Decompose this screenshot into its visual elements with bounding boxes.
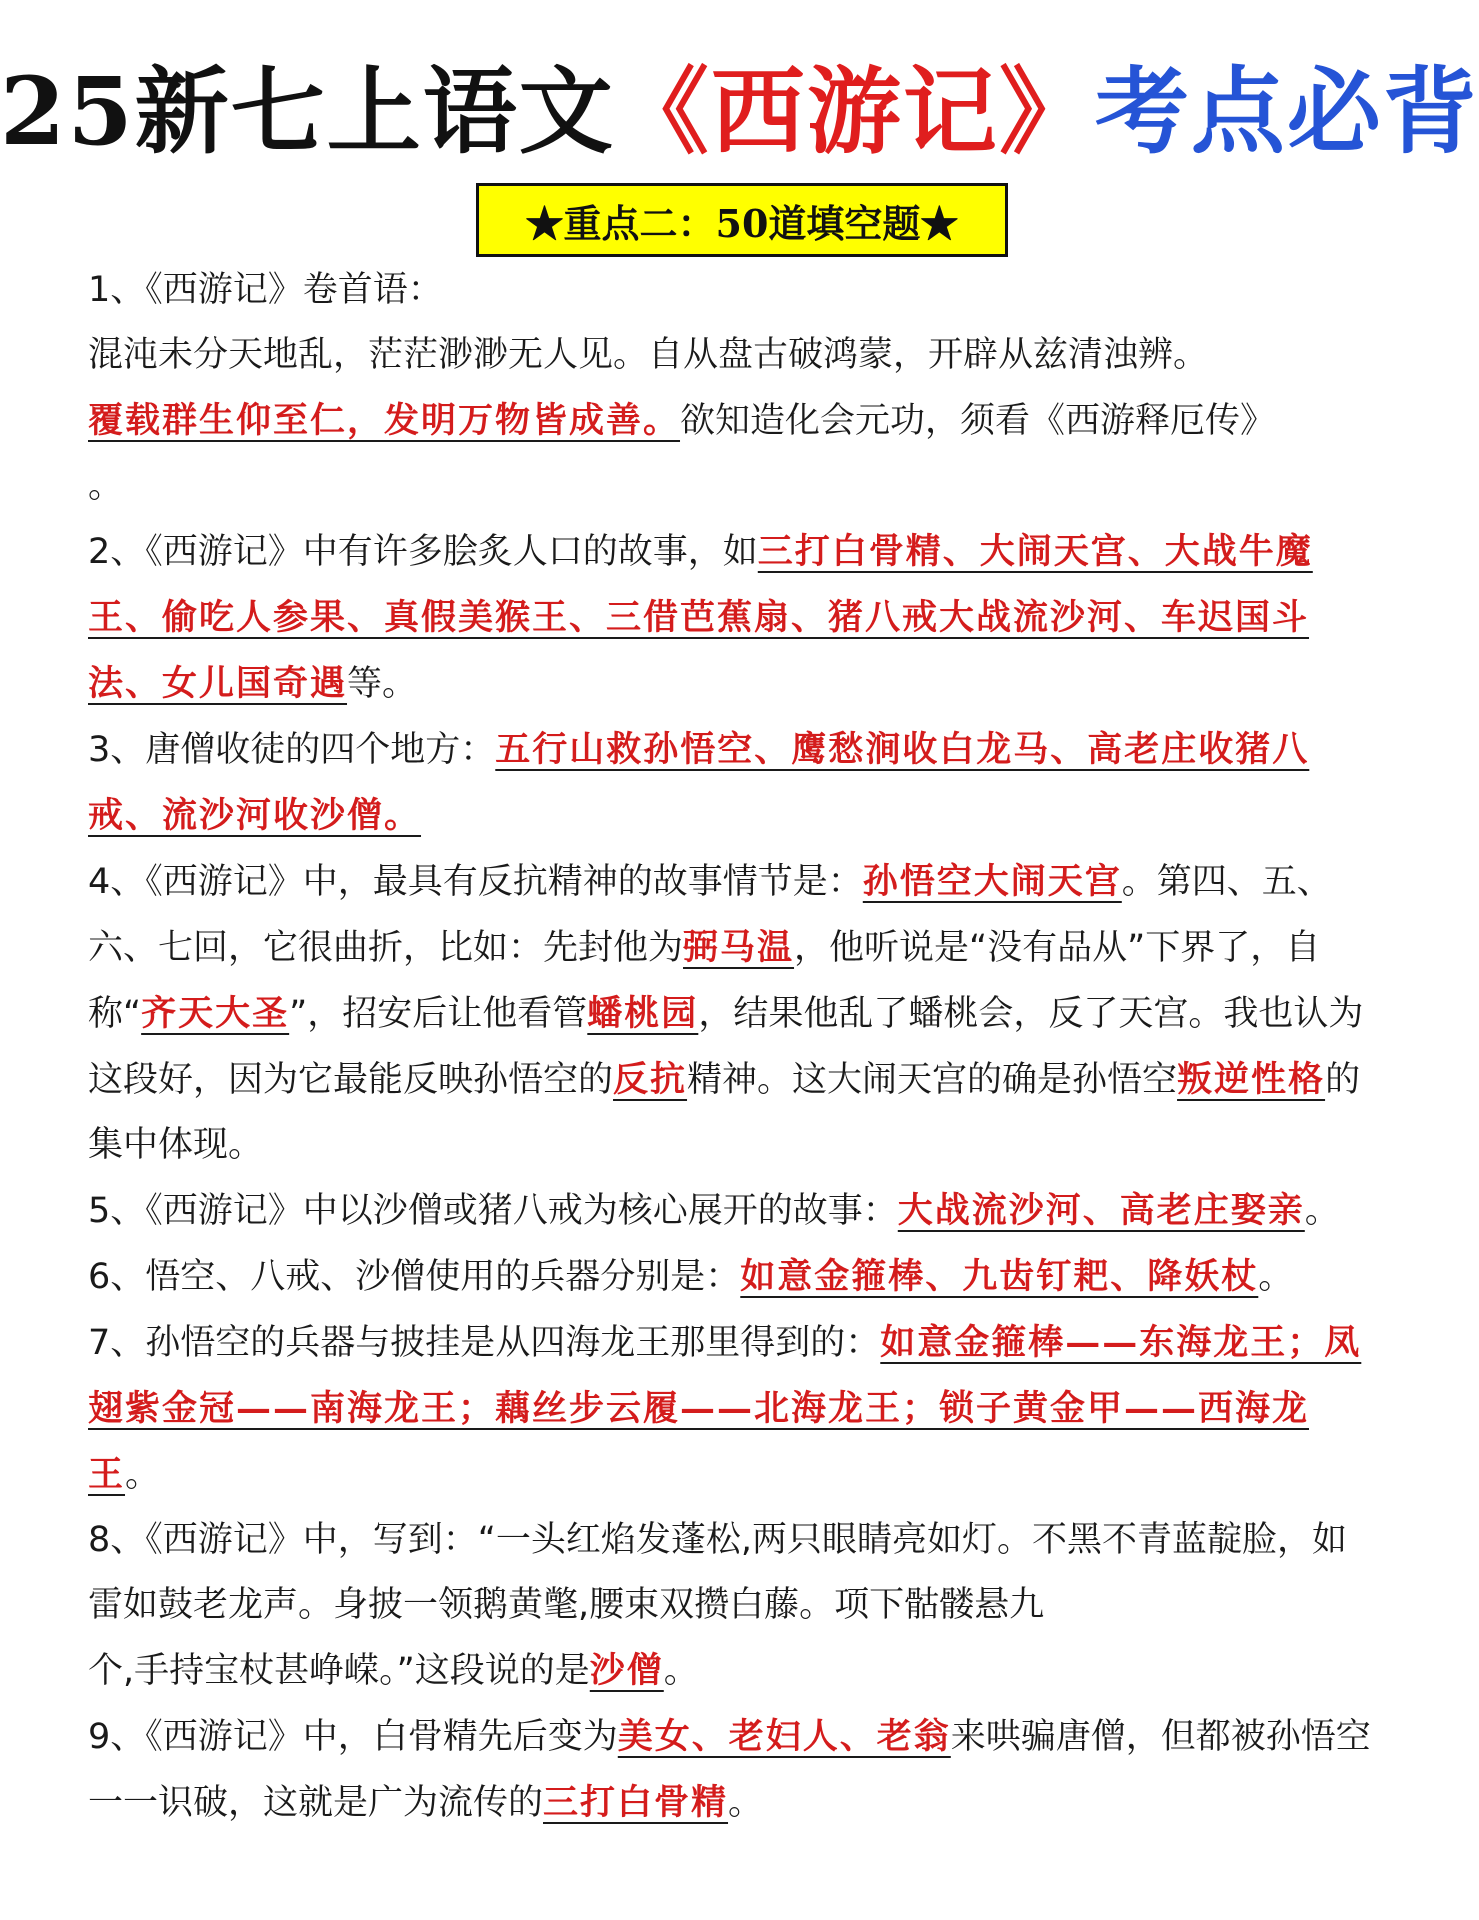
- answer: 如意金箍棒、九齿钉耙、降妖杖: [740, 1256, 1259, 1297]
- question-text: 3、唐僧收徒的四个地方：: [88, 730, 496, 770]
- question-text: 7、孙悟空的兵器与披挂是从四海龙王那里得到的：: [88, 1323, 881, 1363]
- question-2: [88, 519, 1378, 717]
- question-text: 个,手持宝杖甚峥嵘。”这段说的是: [88, 1651, 590, 1691]
- question-text: ，结果他乱了蟠桃会，反了天宫。我也认为这段好，因为它最能反映孙悟空的: [88, 994, 1364, 1100]
- answer: 弼马温: [683, 927, 795, 968]
- answer: 三打白骨精、大闹天宫、大战牛魔王、偷吃人参果、真假美猴王、三借芭蕉扇、猪八戒大战流沙河、车迟国斗法、女儿国奇遇: [88, 531, 1313, 704]
- answer: 覆载群生仰至仁，发明万物皆成善。: [88, 400, 681, 441]
- question-text: ”，招安后让他看管: [289, 994, 588, 1034]
- question-8-text: 8、《西游记》中，写到：“一头红焰发蓬松,两只眼睛亮如灯。不黑不青蓝靛脸，如雷如鼓老龙声。身披一领鹅黄氅,腰束双攒白藤。项下骷髅悬九: [88, 1520, 1348, 1625]
- question-text: 。第四、五、六、七回，它很曲折，比如：先封他为: [88, 862, 1332, 968]
- answer: 齐天大圣: [141, 993, 290, 1034]
- answer: 孙悟空大闹天宫: [862, 861, 1122, 902]
- question-text: 精神。这大闹天宫的确是孙悟空: [687, 1060, 1178, 1100]
- question-8-line: [88, 1638, 1378, 1704]
- question-text: 6、悟空、八戒、沙僧使用的兵器分别是：: [88, 1257, 741, 1297]
- title-part-3: 考点必背: [1094, 57, 1479, 167]
- question-text: 等。: [347, 664, 418, 704]
- question-text: 欲知造化会元功，须看《西游释厄传》: [680, 401, 1276, 441]
- answer: 沙僧: [589, 1650, 664, 1691]
- answer: 如意金箍棒——东海龙王；凤翅紫金冠——南海龙王；藕丝步云履——北海龙王；锁子黄金甲——西海龙王: [88, 1322, 1362, 1495]
- question-8: [88, 1508, 1378, 1704]
- question-text: 的集中体现。: [88, 1060, 1361, 1165]
- question-5: [88, 1178, 1378, 1244]
- question-text: 。: [1258, 1257, 1294, 1297]
- answer: 大战流沙河、高老庄娶亲: [897, 1190, 1305, 1231]
- question-1: [88, 258, 1378, 519]
- answer: 三打白骨精: [543, 1782, 729, 1823]
- question-text: 2、《西游记》中有许多脍炙人口的故事，如: [88, 532, 758, 572]
- answer: 五行山救孙悟空、鹰愁涧收白龙马、高老庄收猪八戒、流沙河收沙僧。: [88, 729, 1310, 836]
- question-1-text: 混沌未分天地乱，茫茫渺渺无人见。自从盘古破鸿蒙，开辟从兹清浊辨。: [88, 335, 1209, 375]
- question-text: 5、《西游记》中以沙僧或猪八戒为核心展开的故事：: [88, 1191, 898, 1231]
- title-part-1: 25新七上语文: [0, 57, 615, 167]
- page-title: [0, 52, 1479, 172]
- question-list: [88, 258, 1378, 1836]
- question-1-prompt: 1、《西游记》卷首语：: [88, 270, 443, 310]
- answer: 美女、老妇人、老翁: [617, 1716, 951, 1757]
- title-book-name: 《西游记》: [614, 57, 1095, 167]
- question-text: 。: [125, 1455, 161, 1495]
- section-heading: ★重点二：50道填空题★: [525, 200, 959, 246]
- question-text: 9、《西游记》中，白骨精先后变为: [88, 1717, 618, 1757]
- question-text: 。: [728, 1783, 764, 1823]
- question-text: 。: [1304, 1191, 1340, 1231]
- question-1-line3: [88, 388, 1378, 454]
- question-text: ，他听说是“没有品从”下界了，自称“: [88, 928, 1321, 1034]
- question-6: [88, 1244, 1378, 1310]
- question-7: [88, 1310, 1378, 1508]
- answer: 叛逆性格: [1177, 1059, 1326, 1100]
- answer: 反抗: [613, 1059, 688, 1100]
- question-3: [88, 717, 1378, 849]
- question-9: [88, 1704, 1378, 1836]
- question-text: 来哄骗唐僧，但都被孙悟空一一识破，这就是广为流传的: [88, 1717, 1371, 1823]
- section-heading-box: [476, 183, 1008, 257]
- answer: 蟠桃园: [587, 993, 699, 1034]
- question-text: 。: [663, 1651, 699, 1691]
- question-text: 4、《西游记》中，最具有反抗精神的故事情节是：: [88, 862, 863, 902]
- question-1-end: 。: [88, 466, 124, 506]
- question-4: [88, 849, 1378, 1178]
